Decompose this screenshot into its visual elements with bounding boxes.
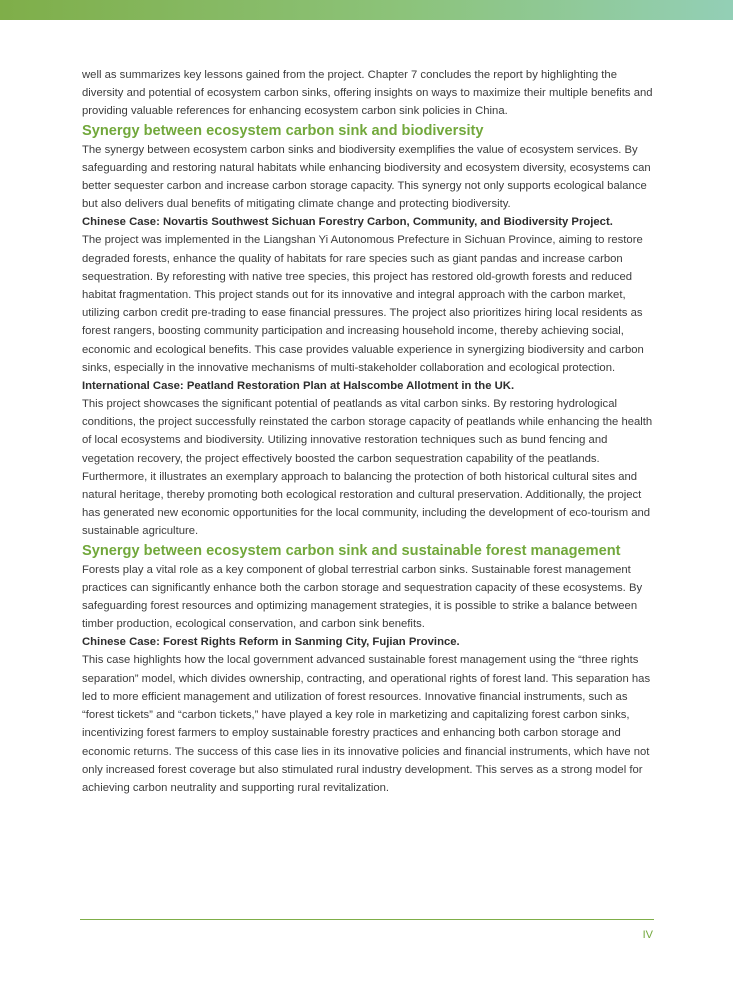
section-paragraph-forest-management: Forests play a vital role as a key component of global terrestrial carbon sinks. Sustainable forest management practices can significantly enhance both the carbon storage and sequestration capacity of these ecosystems. By safeguarding forest resources and optimizing management strategies, it is possible to strike a balance between timber production, ecological conservation, and carbon sink benefits. xyxy=(82,563,643,631)
case-paragraph-sanming-reform: This case highlights how the local government advanced sustainable forest management using the “three rights separation” model, which divides ownership, contracting, and operational rights of forest land. This separation has led to more efficient management and utilization of forest resources. Innovative financial instruments, such as “forest tickets” and “carbon tickets,” have played a key role in marketizing and capitalizing forest carbon sinks, incentivizing forest farmers to employ sustainable forestry practices and enhancing both carbon storage and economic returns. The success of this case lies in its innovative policies and financial instruments, which have not only increased forest coverage but also stimulated rural industry development. This serves as a strong model for achieving carbon neutrality and supporting rural revitalization. xyxy=(82,654,651,794)
intro-paragraph: well as summarizes key lessons gained from the project. Chapter 7 concludes the report by highlighting the diversity and potential of ecosystem carbon sinks, offering insights on ways to maximize their multiple benefits and providing valuable references for enhancing ecosystem carbon sink policies in China. xyxy=(82,69,653,118)
section-paragraph-biodiversity: The synergy between ecosystem carbon sinks and biodiversity exemplifies the value of ecosystem services. By safeguarding and restoring natural habitats while enhancing biodiversity and ecosystem diversity, ecosystems can better sequester carbon and increase carbon storage capacity. This synergy not only supports ecological balance but also delivers dual benefits of mitigating climate change and protecting biodiversity. xyxy=(82,143,651,211)
header-gradient-bar xyxy=(0,0,733,20)
case-heading-novartis-sichuan: Chinese Case: Novartis Southwest Sichuan Forestry Carbon, Community, and Biodiversity Project. xyxy=(82,216,613,229)
section-heading-biodiversity: Synergy between ecosystem carbon sink and biodiversity xyxy=(82,122,484,139)
case-paragraph-novartis-sichuan: The project was implemented in the Liangshan Yi Autonomous Prefecture in Sichuan Province, aiming to restore degraded forests, enhance the quality of habitats for rare species such as giant pandas and increase carbon sequestration. By reforesting with native tree species, this project has restored old-growth forests and reduced habitat fragmentation. This project stands out for its innovative and integral approach with the carbon market, utilizing carbon credit pre-trading to ease financial pressures. The project also prioritizes hiring local residents as forest rangers, boosting community participation and increasing household income, thereby achieving social, economic and ecological benefits. This case provides valuable experience in synergizing biodiversity and carbon sinks, especially in the innovative mechanisms of multi-stakeholder collaboration and ecological protection. xyxy=(82,234,644,374)
page-number: IV xyxy=(642,929,653,941)
case-paragraph-halscombe-peatland: This project showcases the significant potential of peatlands as vital carbon sinks. By restoring hydrological conditions, the project successfully reinstated the carbon storage capacity of peatlands while enhancing the health of local ecosystems and biodiversity. Utilizing innovative restoration techniques such as bund fencing and vegetation recovery, the project effectively boosted the carbon sequestration capability of the peatlands. Furthermore, it illustrates an exemplary approach to balancing the protection of both historical cultural sites and natural heritage, thereby promoting both ecological restoration and cultural preservation. Additionally, the project has generated new economic opportunities for the local community, including the development of eco-tourism and sustainable agriculture. xyxy=(82,398,653,538)
page-content xyxy=(82,66,654,797)
case-heading-sanming-reform: Chinese Case: Forest Rights Reform in Sanming City, Fujian Province. xyxy=(82,636,460,649)
section-heading-forest-management: Synergy between ecosystem carbon sink and sustainable forest management xyxy=(82,542,621,559)
case-heading-halscombe-peatland: International Case: Peatland Restoration Plan at Halscombe Allotment in the UK. xyxy=(82,380,515,393)
footer-divider xyxy=(80,919,654,920)
